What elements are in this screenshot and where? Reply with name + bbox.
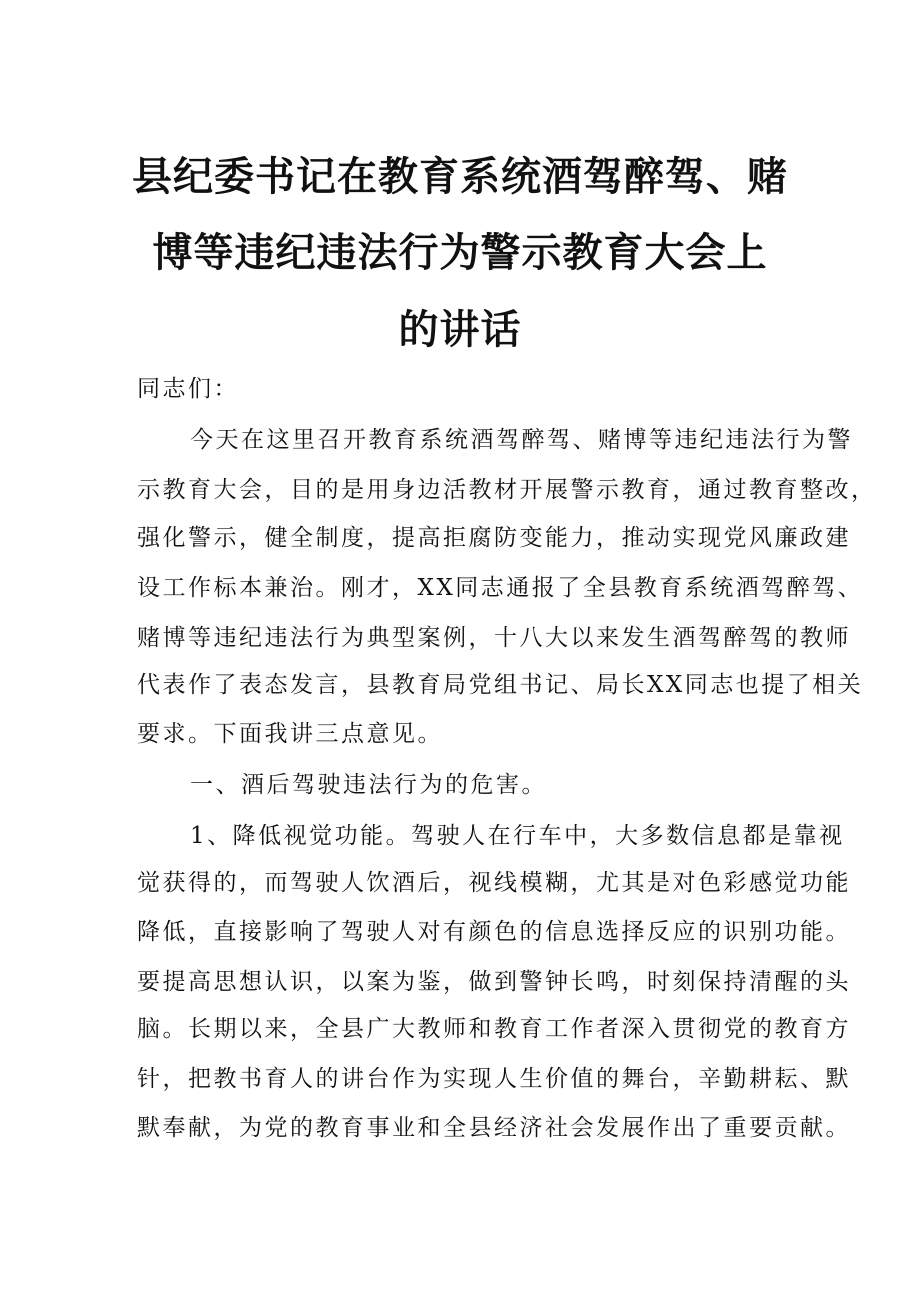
paragraph-3-line-6: 针，把教书育人的讲台作为实现人生价值的舞台，辛勤耕耘、默 (137, 1066, 851, 1092)
paragraph-3-line-4: 要提高思想认识，以案为鉴，做到警钟长鸣，时刻保持清醒的头 (137, 969, 851, 995)
paragraph-3-line-5: 脑。长期以来，全县广大教师和教育工作者深入贯彻党的教育方 (137, 1016, 851, 1042)
paragraph-3-line-1: 1、降低视觉功能。驾驶人在行车中，大多数信息都是靠视 (190, 823, 845, 849)
paragraph-1-line-2: 示教育大会，目的是用身边活教材开展警示教育，通过教育整改， (137, 477, 877, 503)
paragraph-1-line-4: 设工作标本兼治。刚才，XX同志通报了全县教育系统酒驾醉驾、 (137, 575, 864, 601)
paragraph-1-line-1: 今天在这里召开教育系统酒驾醉驾、赌博等违纪违法行为警 (190, 427, 853, 453)
salutation: 同志们： (137, 376, 239, 402)
paragraph-3-line-2: 觉获得的，而驾驶人饮酒后，视线模糊，尤其是对色彩感觉功能 (137, 870, 851, 896)
document-title-line-1: 县纪委书记在教育系统酒驾醉驾、赌 (132, 154, 788, 200)
paragraph-1-line-5: 赌博等违纪违法行为典型案例，十八大以来发生酒驾醉驾的教师 (137, 625, 851, 651)
paragraph-1-line-3: 强化警示，健全制度，提高拒腐防变能力，推动实现党风廉政建 (137, 525, 851, 551)
document-title-line-3: 的讲话 (398, 307, 522, 353)
document-title-line-2: 博等违纪违法行为警示教育大会上 (152, 230, 768, 276)
paragraph-1-line-7: 要求。下面我讲三点意见。 (137, 721, 443, 747)
paragraph-3-line-3: 降低，直接影响了驾驶人对有颜色的信息选择反应的识别功能。 (137, 919, 851, 945)
section-heading-1: 一、酒后驾驶违法行为的危害。 (190, 772, 547, 798)
paragraph-3-line-7: 默奉献，为党的教育事业和全县经济社会发展作出了重要贡献。 (137, 1115, 851, 1141)
paragraph-1-line-6: 代表作了表态发言，县教育局党组书记、局长XX同志也提了相关 (137, 672, 864, 698)
